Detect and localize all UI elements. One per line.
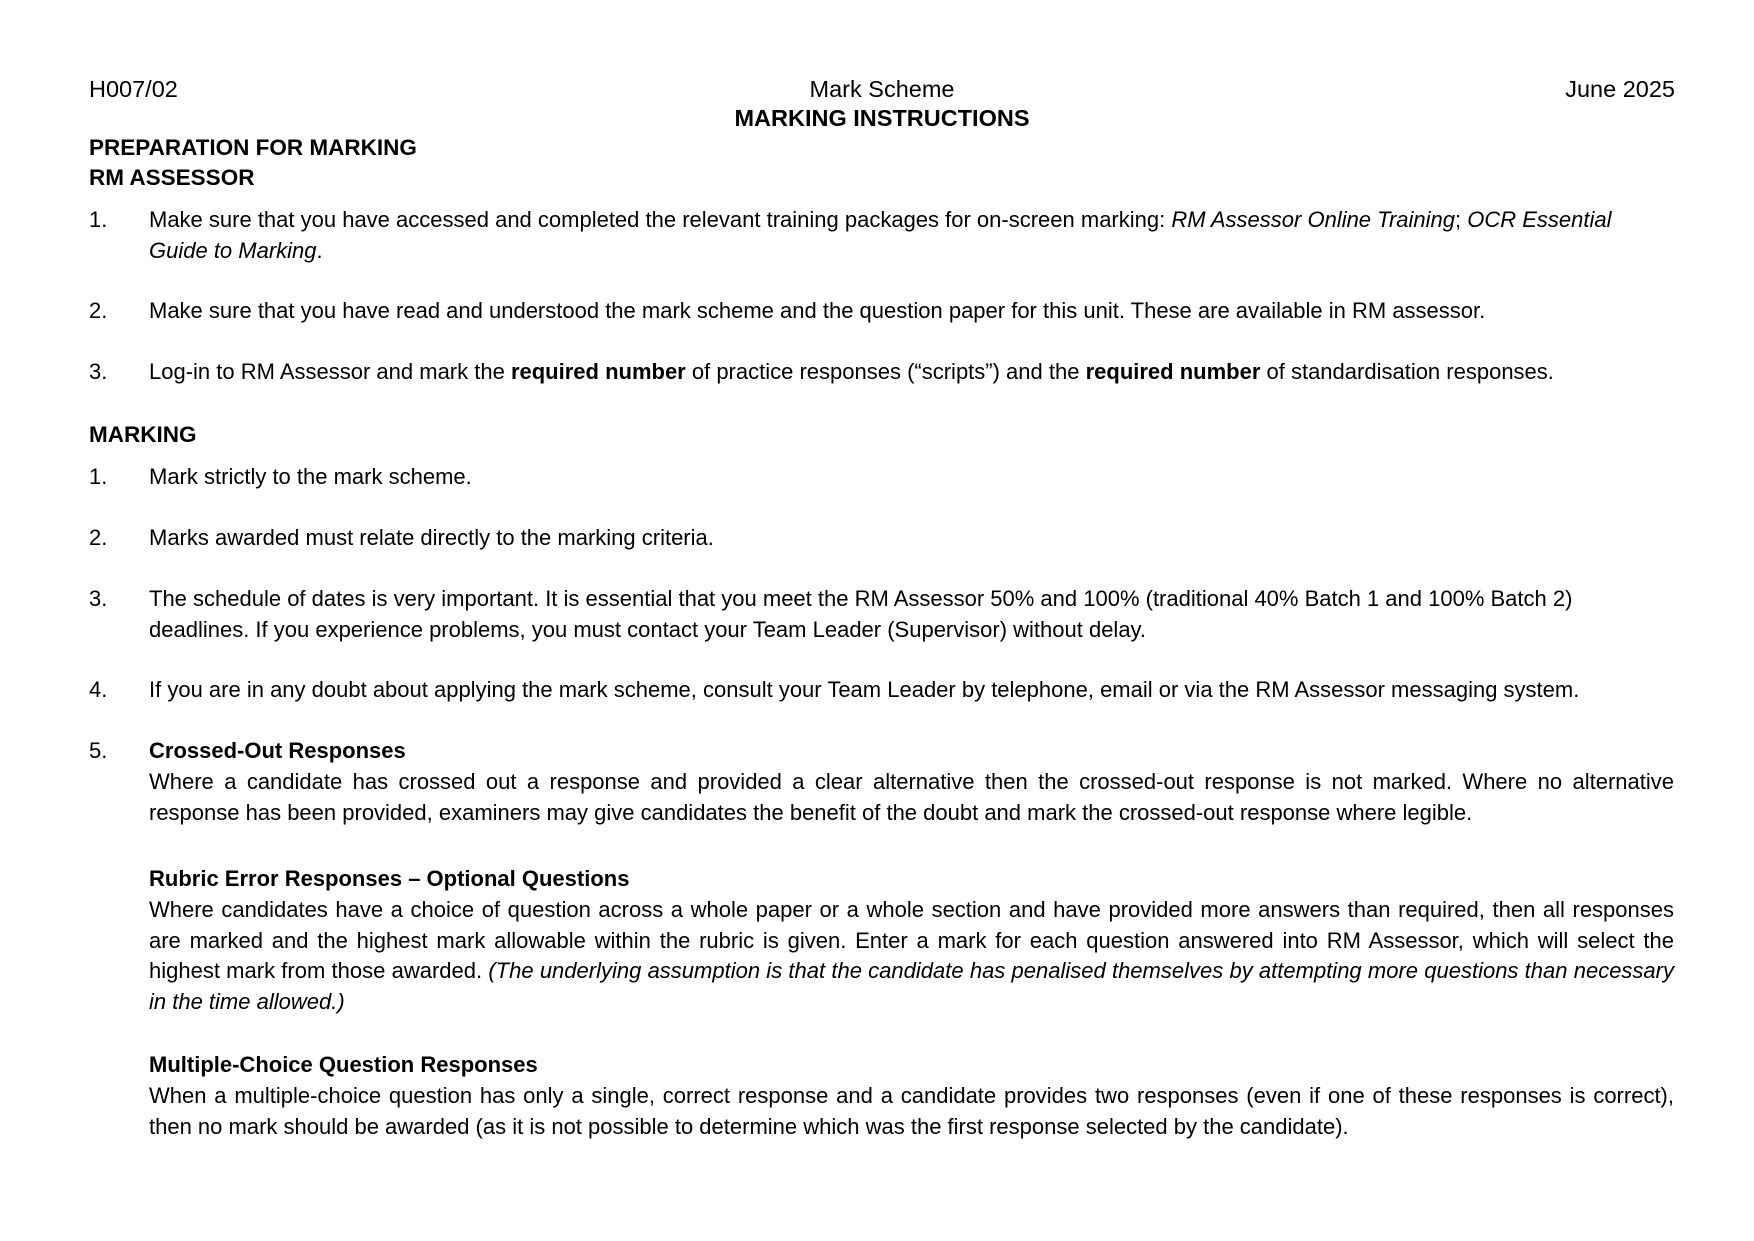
rubric-error-note: (The underlying assumption is that the candidate has penalised themselves by attempting more questions than necessary in the time allowed.) xyxy=(149,958,1674,1014)
item-number: 1. xyxy=(89,464,108,489)
multiple-choice-heading: Multiple-Choice Question Responses xyxy=(149,1052,538,1077)
item-number: 1. xyxy=(89,207,108,232)
item-text: The schedule of dates is very important. It is essential that you meet the RM Assessor 50% and 100% (traditional 40% Batch 1 and 100% Batch 2) deadlines. If you experience problems, you must contact your Team Leader (Supervisor) without delay. xyxy=(149,586,1573,642)
item-number: 2. xyxy=(89,298,108,323)
item-number: 2. xyxy=(89,525,108,550)
marking-heading: MARKING xyxy=(89,422,197,447)
guide-title-text: OCR Essential Guide to Marking xyxy=(149,207,1612,263)
crossed-out-body: Where a candidate has crossed out a response and provided a clear alternative then the crossed-out response is not marked. Where no alternative response has been provided, examiners may give candidates the benefit of the doubt and mark the crossed-out response where legible. xyxy=(149,769,1674,825)
item-text: Marks awarded must relate directly to the marking criteria. xyxy=(149,525,714,550)
crossed-out-heading: Crossed-Out Responses xyxy=(149,738,406,763)
paper-code: H007/02 xyxy=(89,76,178,102)
item-number: 5. xyxy=(89,738,108,763)
document-type: Mark Scheme xyxy=(809,76,955,102)
rm-assessor-heading: RM ASSESSOR xyxy=(89,165,255,190)
item-text: Make sure that you have read and understood the mark scheme and the question paper for this unit. These are available in RM assessor. xyxy=(149,298,1486,323)
item-text: Make sure that you have accessed and completed the relevant training packages for on-screen marking: RM Assessor Online Training; OCR Essential Guide to Marking. xyxy=(149,207,1612,263)
training-package-link-text: RM Assessor Online Training xyxy=(1171,207,1456,232)
item-text: Log-in to RM Assessor and mark the required number of practice responses (“scripts”) and the required number of standardisation responses. xyxy=(149,359,1554,384)
exam-date: June 2025 xyxy=(1565,76,1675,102)
preparation-heading: PREPARATION FOR MARKING xyxy=(89,135,417,160)
page-title: MARKING INSTRUCTIONS xyxy=(734,105,1030,131)
item-number: 4. xyxy=(89,677,108,702)
multiple-choice-body: When a multiple-choice question has only a single, correct response and a candidate provides two responses (even if one of these responses is correct), then no mark should be awarded (as it is not possible to determine which was the first response selected by the candidate). xyxy=(149,1083,1674,1139)
item-number: 3. xyxy=(89,359,108,384)
item-number: 3. xyxy=(89,586,108,611)
rubric-error-heading: Rubric Error Responses – Optional Questions xyxy=(149,866,630,891)
item-text: Mark strictly to the mark scheme. xyxy=(149,464,472,489)
rubric-error-body: Where candidates have a choice of question across a whole paper or a whole section and have provided more answers than required, then all responses are marked and the highest mark allowable within the rubric is given. Enter a mark for each question answered into RM Assessor, which will select the highest mark from those awarded. (The underlying assumption is that the candidate has penalised themselves by attempting more questions than necessary in the time allowed.) xyxy=(149,897,1674,1014)
item-text: If you are in any doubt about applying the mark scheme, consult your Team Leader by telephone, email or via the RM Assessor messaging system. xyxy=(149,677,1580,702)
